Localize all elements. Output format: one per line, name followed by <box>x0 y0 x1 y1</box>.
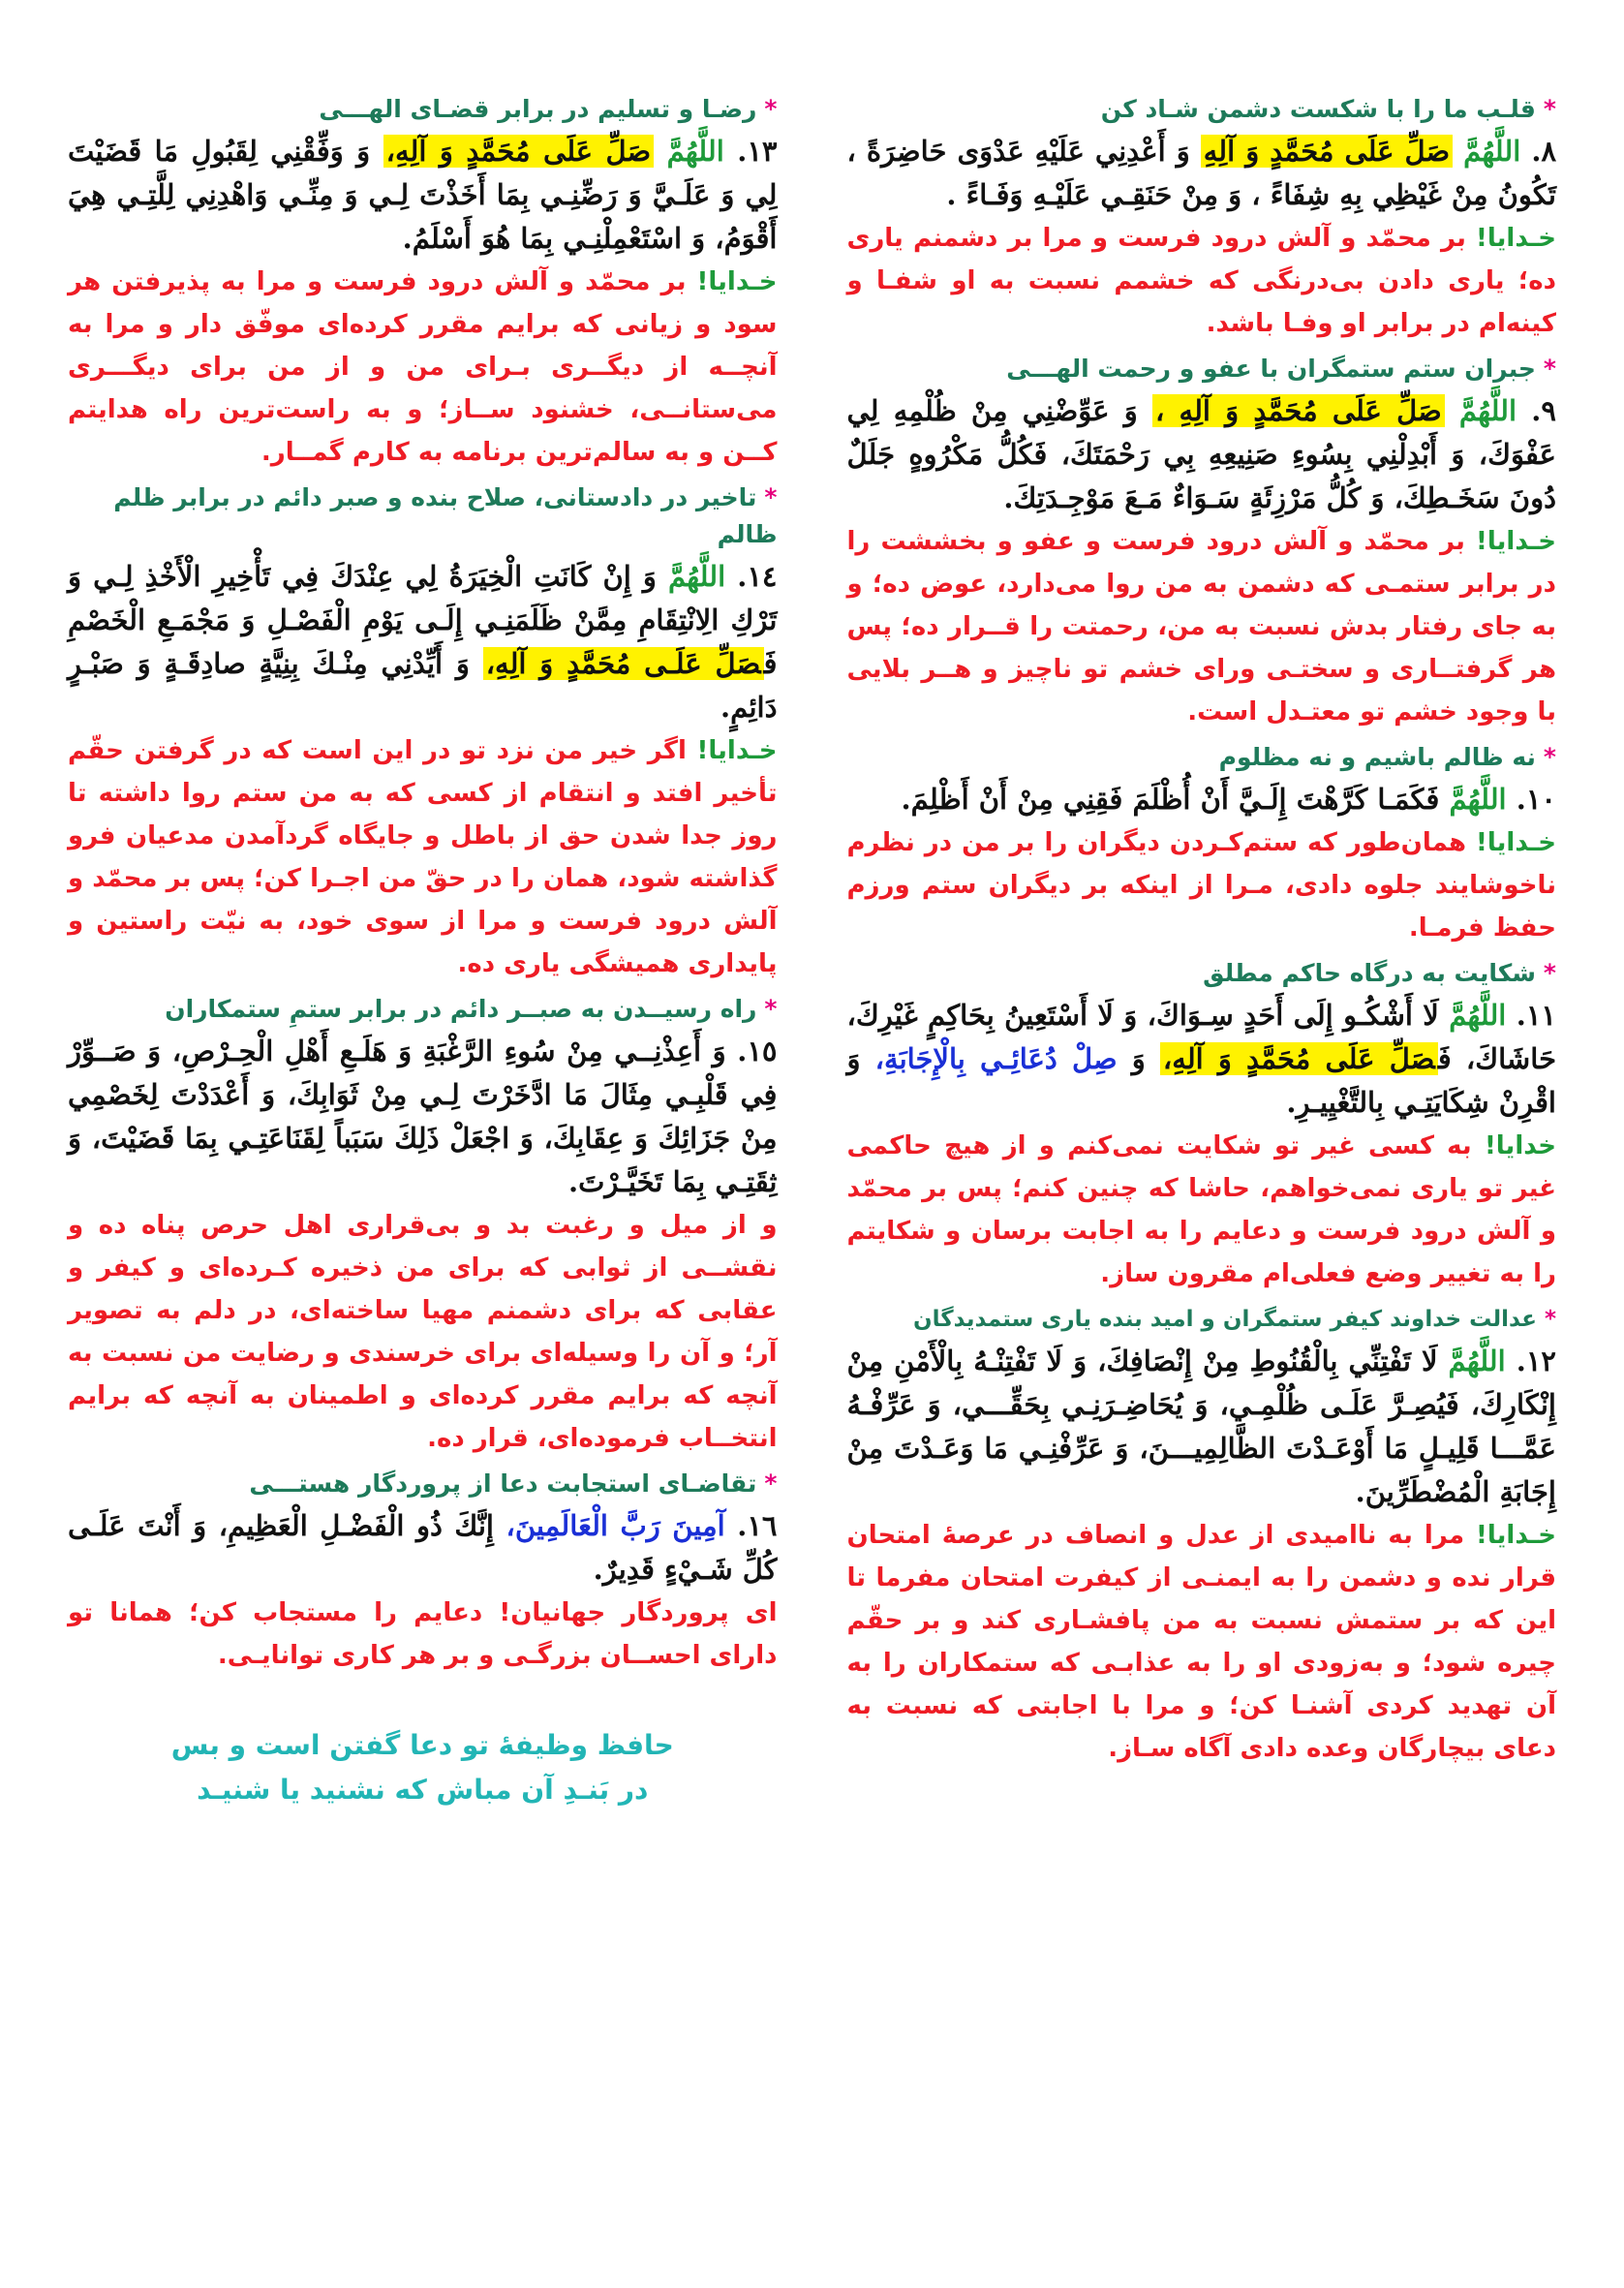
arabic-text: ١٠. اللَّهُمَّ فَكَمَـا كَرَّهْتَ إِلَـيَّ أَنْ أُظْلَمَ فَقِنِي مِنْ أَنْ أَظْلِمَ. <box>901 783 1556 816</box>
section-heading: *راه رسیــدن به صبــر دائم در برابر ستمِ ستمکاران <box>165 995 778 1023</box>
persian-translation: خـدایا! مرا به ناامیدی از عدل و انصاف در عرصهٔ امتحان قرار نده و دشمن را به ایمنـی از کیفرت امتحان مفرما تا این که بر ستمش نسبت به من پافشـاری کند و بر حقّم چیره شود؛ و به‌زودی او را به عذابـی که ستمکاران را به آن تهدید کردی آشنـا کن؛ و مرا با اجابتی که نسبت به دعای بیچارگان وعده دادی آگاه سـاز. <box>846 1521 1556 1763</box>
persian-translation: خـدایا! اگر خیر من نزد تو در این است که در گرفتن حقّم تأخیر افتد و انتقام از کسی که به من ستم روا داشته تا روز جدا شدن حق از باطل و جایگاه گردآمدن مدعیان فرو گذاشته شود، همان را در حقّ من اجـرا کن؛ پس بر محمّد و آلش درود فرست و مرا از سوی خود، به نیّت راستین و پایداری همیشگی یاری ده. <box>68 736 778 978</box>
persian-translation: خدایا! به کسی غیر تو شکایت نمی‌کنم و از هیچ حاکمی غیر تو یاری نمی‌خواهم، حاشا که چنین کنم؛ پس بر محمّد و آلش درود فرست و دعایم را به اجابت برسان و شکایتم را به تغییر وضع فعلی‌ام مقرون ساز. <box>846 1131 1556 1288</box>
section-9 <box>847 349 1557 733</box>
arabic-text: ٨. اللَّهُمَّ صَلِّ عَلَى مُحَمَّدٍ وَ آلِهِ وَ أَعْدِنِي عَلَيْهِ عَدْوَى حَاضِرَةً ، تَكُونُ مِنْ غَيْظِي بِهِ شِفَاءً ، وَ مِنْ حَنَقِـي عَلَيْـهِ وَفَـاءً . <box>846 135 1557 211</box>
section-13 <box>68 89 778 474</box>
arabic-text: ١٤. اللَّهُمَّ وَ إِنْ كَانَتِ الْخِيَرَةُ لِي عِنْدَكَ فِي تَأْخِيرِ الْأَخْذِ لِـي وَ تَرْكِ الِانْتِقَامِ مِمَّنْ ظَلَمَنِـي إِلَـى يَوْمِ الْفَصْـلِ وَ مَجْمَـعِ الْخَصْمِ فَصَلِّ عَلَـى مُحَمَّدٍ وَ آلِهِ، وَ أَيِّدْنِي مِنْـكَ بِنِيَّةٍ صادِقَـةٍ وَ صَبْـرٍ دَائِمٍ. <box>68 560 778 724</box>
section-8 <box>847 89 1557 345</box>
section-heading: *جبران ستم ستمگران با عفو و رحمت الهـــی <box>1006 355 1556 383</box>
persian-translation: و از میل و رغبت بد و بی‌قراری اهل حرص پناه ده و نقشــی از ثوابی که برای من ذخیره کـرده‌ای و کیفر و عقابی که برای دشمنم مهیا ساخته‌ای، در دلم به تصویر آر؛ و آن را وسیله‌ای برای خرسندی و رضایت من نسبت به آنچه که برایم مقرر کرده‌ای و اطمینان به آنچه که برایم انتخــاب فرموده‌ای، قرار ده. <box>68 1211 778 1453</box>
section-11 <box>847 953 1557 1295</box>
salawat-highlight: صَلِّ عَلَى مُحَمَّدٍ وَ آلِهِ، <box>1160 1042 1438 1075</box>
section-heading: *تاخیر در دادستانی، صلاح بنده و صبر دائم در برابر ظلم ظالم <box>113 483 778 548</box>
section-heading: *نه ظالم باشیم و نه مظلوم <box>1218 743 1556 771</box>
left-column <box>68 89 778 2249</box>
arabic-text: ١٢. اللَّهُمَّ لَا تَفْتِنِّي بِالْقُنُوطِ مِنْ إِنْصَافِكَ، وَ لَا تَفْتِنْـهُ بِالْأَمْنِ مِنْ إِنْكَارِكَ، فَيُصِـرَّ عَلَـى ظُلْمِـي، وَ يُحَاضِـرَنِـي بِحَقِّـــي، وَ عَرِّفْـهُ عَمَّـــا قَلِيـلٍ مَا أَوْعَـدْتَ الظَّالِمِيـــنَ، وَ عَرِّفْنِـي مَا وَعَـدْتَ مِنْ إِجَابَةِ الْمُضْطَرِّينَ. <box>846 1345 1556 1508</box>
section-heading: *رضـا و تسلیم در برابر قضـای الهـــی <box>319 95 778 123</box>
section-heading: *شکایت به درگاه حاکم مطلق <box>1203 959 1556 987</box>
salawat-highlight: صَلِّ عَلَى مُحَمَّدٍ وَ آلِهِ، <box>383 135 655 168</box>
arabic-text: ١٦. آمِينَ رَبَّ الْعَالَمِينَ، إِنَّكَ ذُو الْفَضْـلِ الْعَظِيمِ، وَ أَنْتَ عَلَـى كُلِّ شَـيْءٍ قَدِيرٌ. <box>68 1509 778 1586</box>
section-heading: *تقاضـای استجابت دعا از پروردگار هستـــی <box>249 1469 778 1498</box>
section-heading: *عدالت خداوند کیفر ستمگران و امید بنده یاری ستمدیدگان <box>912 1307 1556 1332</box>
arabic-text: ٩. اللَّهُمَّ صَلِّ عَلَى مُحَمَّدٍ وَ آلِهِ ، وَ عَوِّضْنِي مِنْ ظُلْمِهِ لِي عَفْوَكَ، وَ أَبْدِلْنِي بِسُوءِ صَنِيعِهِ بِي رَحْمَتَكَ، فَكُلُّ مَكْرُوهٍ جَلَلٌ دُونَ سَخَـطِكَ، وَ كُلُّ مَرْزِئَةٍ سَـوَاءٌ مَـعَ مَوْجِـدَتِكَ. <box>846 394 1556 514</box>
section-15 <box>68 989 778 1460</box>
salawat-highlight: صَلِّ عَلَـى مُحَمَّدٍ وَ آلِهِ، <box>483 647 764 680</box>
section-14 <box>68 478 778 985</box>
arabic-text: ١١. اللَّهُمَّ لَا أَشْكُـو إِلَى أَحَدٍ سِـوَاكَ، وَ لَا أَسْتَعِينُ بِحَاكِمٍ غَيْرِكَ، حَاشَاكَ، فَصَلِّ عَلَى مُحَمَّدٍ وَ آلِهِ، وَ صِلْ دُعَائِـي بِالْإِجَابَةِ، وَ اقْرِنْ شِكَايَتِـي بِالتَّغْيِيـرِ. <box>846 999 1556 1119</box>
section-heading: *قلـب ما را با شکست دشمن شـاد کن <box>1100 95 1556 123</box>
right-column <box>847 89 1557 2249</box>
arabic-text: ١٥. وَ أَعِذْنِــي مِنْ سُوءِ الرَّغْبَةِ وَ هَلَـعِ أَهْلِ الْحِـرْصِ، وَ صَــوِّرْ فِي قَلْبِـي مِثَالَ مَا ادَّخَرْتَ لِـي مِنْ ثَوَابِكَ، وَ أَعْدَدْتَ لِخَصْمِي مِنْ جَزَائِكَ وَ عِقَابِكَ، وَ اجْعَلْ ذَلِكَ سَبَباً لِقَنَاعَتِـي بِمَا قَضَيْتَ، وَ ثِقَتِـي بِمَا تَخَيَّـرْتَ. <box>68 1035 778 1198</box>
persian-translation: خـدایا! بر محمّد و آلش درود فرست و مرا به پذیرفتن هر سود و زیانی که برایم مقرر کرده‌ای موفّق دار و مرا به آنچــه از دیگــری بـرای من و از من برای دیگـــری می‌ستانــی، خشنود ســاز؛ و به راست‌ترین راه هدایتم کــن و به سالم‌ترین برنامه به کارم گمــار. <box>68 267 778 467</box>
persian-translation: خـدایا! همان‌طور که ستم‌کـردن دیگران را بر من در نظرم ناخوشایند جلوه دادی، مـرا از اینکه بر دیگران ستم ورزم حفظ فرمـا. <box>846 828 1556 943</box>
persian-translation: ای پروردگار جهانیان! دعایم را مستجاب کن؛ همانا تو دارای احســان بزرگـی و بر هر کاری توانایـی. <box>68 1598 778 1670</box>
salawat-highlight: صَلِّ عَلَى مُحَمَّدٍ وَ آلِهِ <box>1201 135 1453 168</box>
section-10 <box>847 737 1557 949</box>
section-12 <box>847 1299 1557 1770</box>
closing-poem <box>68 1723 778 1812</box>
poem-line-1: حافظ وظیفهٔ تو دعا گفتن است و بس <box>170 1729 674 1761</box>
section-16 <box>68 1464 778 1677</box>
poem-line-2: در بَنـدِ آن مباش که نشنید یا شنیـد <box>197 1774 649 1806</box>
salawat-highlight: صَلِّ عَلَى مُحَمَّدٍ وَ آلِهِ ، <box>1152 394 1445 427</box>
persian-translation: خـدایا! بر محمّد و آلش درود فرست و مرا بر دشمنم یاری ده؛ یاری دادن بی‌درنگی که خشمم نسبت به او شفـا و کینه‌ام در برابر او وفـا باشد. <box>846 224 1556 338</box>
persian-translation: خـدایا! بر محمّد و آلش درود فرست و عفو و بخششت را در برابر ستمـی که دشمن به من روا می‌دارد، عوض ده؛ و به جای رفتار بدش نسبت به من، رحمتت را قــرار ده؛ پس هر گرفتــاری و سختـی ورای خشم تو ناچیز و هــر بلایی با وجود خشم تو معتـدل است. <box>846 527 1556 727</box>
arabic-text: ١٣. اللَّهُمَّ صَلِّ عَلَى مُحَمَّدٍ وَ آلِهِ، وَ وَفِّقْنِي لِقَبُولِ مَا قَضَيْتَ لِي وَ عَلَـيَّ وَ رَضِّنِـي بِمَا أَخَذْتَ لِـي وَ مِنِّـي وَاهْدِنِي لِلَّتِـي هِيَ أَقْوَمُ، وَ اسْتَعْمِلْنِـي بِمَا هُوَ أَسْلَمُ. <box>68 135 778 255</box>
